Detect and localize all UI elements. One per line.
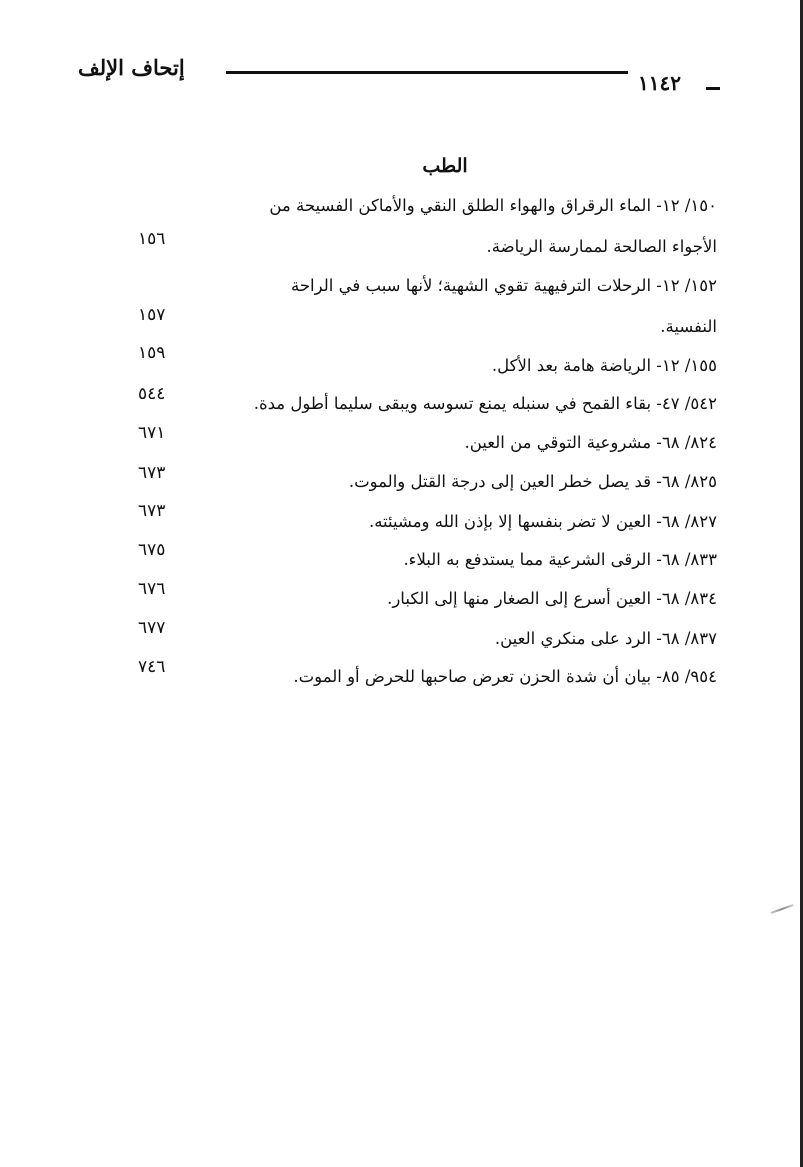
index-entry-text: ٨٣٤/ ٦٨- العين أسرع إلى الصغار منها إلى الكبار. <box>387 589 717 608</box>
index-entry-text: ١٥٢/ ١٢- الرحلات الترفيهية تقوي الشهية؛ لأنها سبب في الراحة <box>291 276 717 295</box>
index-entry-text: ٨٣٣/ ٦٨- الرقى الشرعية مما يستدفع به البلاء. <box>403 550 717 569</box>
book-title: إتحاف الإلف <box>78 55 185 80</box>
index-entry-page: ٦٧٣ <box>138 501 166 521</box>
index-entry-page: ٦٧١ <box>138 423 166 443</box>
index-entry-text: ١٥٠/ ١٢- الماء الرقراق والهواء الطلق النقي والأماكن الفسيحة من <box>269 196 717 215</box>
index-entry-text: ٨٢٤/ ٦٨- مشروعية التوقي من العين. <box>464 433 717 452</box>
index-entry-continuation: الأجواء الصالحة لممارسة الرياضة. <box>486 237 717 256</box>
index-entry-page: ١٥٩ <box>138 343 166 363</box>
running-head <box>78 55 730 95</box>
index-entry-text: ٨٣٧/ ٦٨- الرد على منكري العين. <box>494 629 717 648</box>
index-entry-text: ٩٥٤/ ٨٥- بيان أن شدة الحزن تعرض صاحبها للحرض أو الموت. <box>293 667 717 686</box>
index-entry-page: ٦٧٧ <box>138 618 166 638</box>
index-entry-page: ١٥٦ <box>138 229 166 249</box>
header-rule <box>226 71 628 74</box>
index-entry-page: ٥٤٤ <box>138 384 166 404</box>
index-entry-page: ٦٧٦ <box>138 579 166 599</box>
index-entry-text: ٨٢٧/ ٦٨- العين لا تضر بنفسها إلا بإذن الله ومشيئته. <box>368 512 717 531</box>
scan-speck <box>770 904 793 914</box>
index-entry-text: ٥٤٢/ ٤٧- بقاء القمح في سنبله يمنع تسوسه ويبقى سليما أطول مدة. <box>253 394 717 413</box>
index-entry-text: ١٥٥/ ١٢- الرياضة هامة بعد الأكل. <box>491 356 717 375</box>
index-entry-page: ٦٧٥ <box>138 540 166 560</box>
page-number: ١١٤٢ <box>638 71 681 95</box>
index-entry-page: ٧٤٦ <box>138 657 166 677</box>
section-title: الطب <box>422 155 468 177</box>
index-entry-continuation: النفسية. <box>660 317 717 336</box>
index-entry-page: ٦٧٣ <box>138 463 166 483</box>
index-entry-page: ١٥٧ <box>138 305 166 325</box>
index-entry-text: ٨٢٥/ ٦٨- قد يصل خطر العين إلى درجة القتل والموت. <box>348 472 717 491</box>
header-dash <box>706 87 720 90</box>
